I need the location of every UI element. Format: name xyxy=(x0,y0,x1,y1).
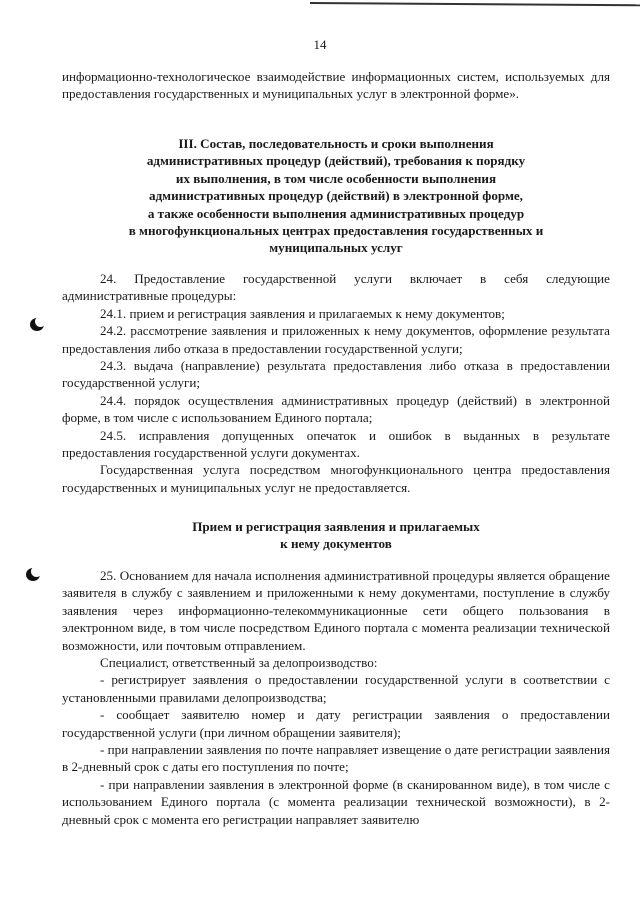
heading-line: а также особенности выполнения административных процедур xyxy=(147,205,525,221)
paragraph-25: 25. Основанием для начала исполнения административной процедуры является обращение заявителя в службу с заявлением и приложенными к нему документами, поступление в службу заявления через информационно-телекоммуникационные сети общего пользования в электронном виде, в том числе посредством Единого портала с момента реализации технической возможности, или почтовым отправлением. xyxy=(62,568,610,653)
section-25-body xyxy=(62,567,610,828)
heading-line: их выполнения, в том числе особенности выполнения xyxy=(175,170,497,186)
paragraph-24-2: 24.2. рассмотрение заявления и приложенных к нему документов, оформление результата предоставления либо отказа в предоставлении государственной услуги; xyxy=(62,323,610,356)
paragraph-24: 24. Предоставление государственной услуги включает в себя следующие административные процедуры: xyxy=(62,271,610,304)
paragraph-24-5: 24.5. исправления допущенных опечаток и ошибок в выданных в результате предоставления государственной услуги документах. xyxy=(62,427,610,461)
paragraph-24-4: 24.4. порядок осуществления административных процедур (действий) в электронной форме, в том числе с использованием Единого портала; xyxy=(62,392,610,426)
heading-line: в многофункциональных центрах предоставления государственных и xyxy=(128,223,544,239)
intro-paragraph xyxy=(62,68,610,103)
heading-line: административных процедур (действий), требования к порядку xyxy=(146,153,526,169)
list-item-register: - регистрирует заявления о предоставлении государственной услуги в соответствии с установленными правилами делопроизводства; xyxy=(62,672,610,705)
heading-line: III. Состав, последовательность и сроки выполнения xyxy=(178,136,494,151)
list-item-inform: - сообщает заявителю номер и дату регистрации заявления о предоставлении государственной услуги (при личном обращении заявителя); xyxy=(62,707,610,740)
list-item-electronic: - при направлении заявления в электронной форме (в сканированном виде), в том числе с использованием Единого портала (с момента реализации технической возможности), в 2-дневный срок с момента его регистрации направляет заявителю xyxy=(62,776,610,827)
section-24-body xyxy=(62,270,610,496)
subheading-line: к нему документов xyxy=(280,536,392,552)
scan-mark-1 xyxy=(30,318,44,331)
page-number: 14 xyxy=(313,37,327,52)
scan-mark-2 xyxy=(26,568,40,581)
paragraph-24-1: 24.1. прием и регистрация заявления и прилагаемых к нему документов; xyxy=(100,305,505,321)
heading-line: административных процедур (действий) в электронной форме, xyxy=(149,188,523,204)
subheading-line: Прием и регистрация заявления и прилагаемых xyxy=(192,519,480,534)
list-item-mail: - при направлении заявления по почте направляет извещение о дате регистрации заявления в 2-дневный срок с даты его поступления по почте; xyxy=(62,742,610,775)
paragraph-specialist: Специалист, ответственный за делопроизводство: xyxy=(100,655,378,671)
paragraph-24-3: 24.3. выдача (направление) результата предоставления либо отказа в предоставлении государственной услуги; xyxy=(62,358,610,391)
subsection-heading xyxy=(62,518,610,553)
paragraph-mfc-note: Государственная услуга посредством многофункционального центра предоставления государственных и муниципальных услуг не предоставляется. xyxy=(62,462,610,495)
heading-line: муниципальных услуг xyxy=(269,240,403,256)
intro-text: информационно-технологическое взаимодействие информационных систем, используемых для предоставления государственных и муниципальных услуг в электронной форме». xyxy=(62,69,610,102)
scan-top-edge xyxy=(310,2,640,6)
section-3-heading xyxy=(62,135,610,257)
